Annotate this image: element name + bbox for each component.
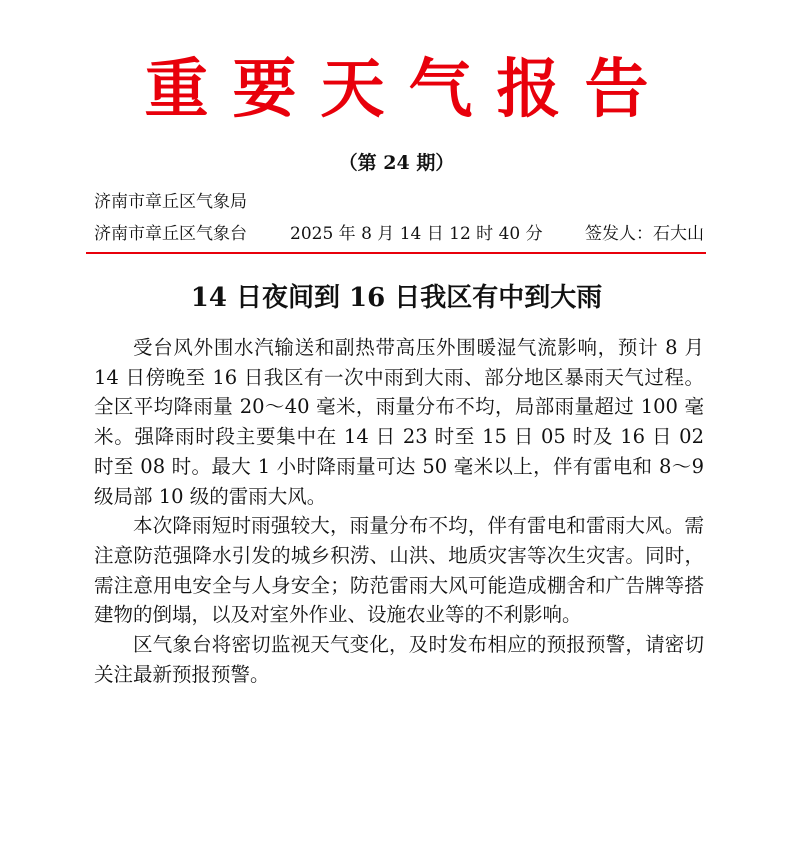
paragraph-precautions: 本次降雨短时雨强较大，雨量分布不均，伴有雷电和雷雨大风。需注意防范强降水引发的城乡积涝、山洪、地质灾害等次生灾害。同时，需注意用电安全与人身安全；防范雷雨大风可能造成棚舍和广告牌等搭建物的倒塌，以及对室外作业、设施农业等的不利影响。 — [94, 514, 704, 627]
paragraph-monitoring: 区气象台将密切监视天气变化，及时发布相应的预报预警，请密切关注最新预报预警。 — [94, 633, 704, 686]
paragraph-forecast: 受台风外围水汽输送和副热带高压外围暖湿气流影响，预计 8 月 14 日傍晚至 16 日我区有一次中雨到大雨、部分地区暴雨天气过程。全区平均降雨量 20～40 毫米，雨量分布不均，局部雨量超过 100 毫米。强降雨时段主要集中在 14 日 23 时至 15 日 05 时及 16 日 02 时至 08 时。最大 1 小时降雨量可达 50 毫米以上，伴有雷电和 8～9 级局部 10 级的雷雨大风。 — [94, 336, 704, 508]
issuer-station: 济南市章丘区气象台 — [94, 224, 247, 244]
article-headline: 14 日夜间到 16 日我区有中到大雨 — [190, 283, 603, 313]
issue-datetime: 2025 年 8 月 14 日 12 时 40 分 — [290, 224, 543, 244]
issuer-bureau: 济南市章丘区气象局 — [94, 192, 247, 212]
red-divider-line — [86, 252, 706, 254]
issue-number: （第 24 期） — [338, 152, 455, 174]
issuer-line — [94, 222, 704, 246]
signer: 签发人：石大山 — [585, 224, 704, 244]
report-title: 重要天气报告 — [144, 52, 673, 127]
article-body — [94, 333, 704, 689]
